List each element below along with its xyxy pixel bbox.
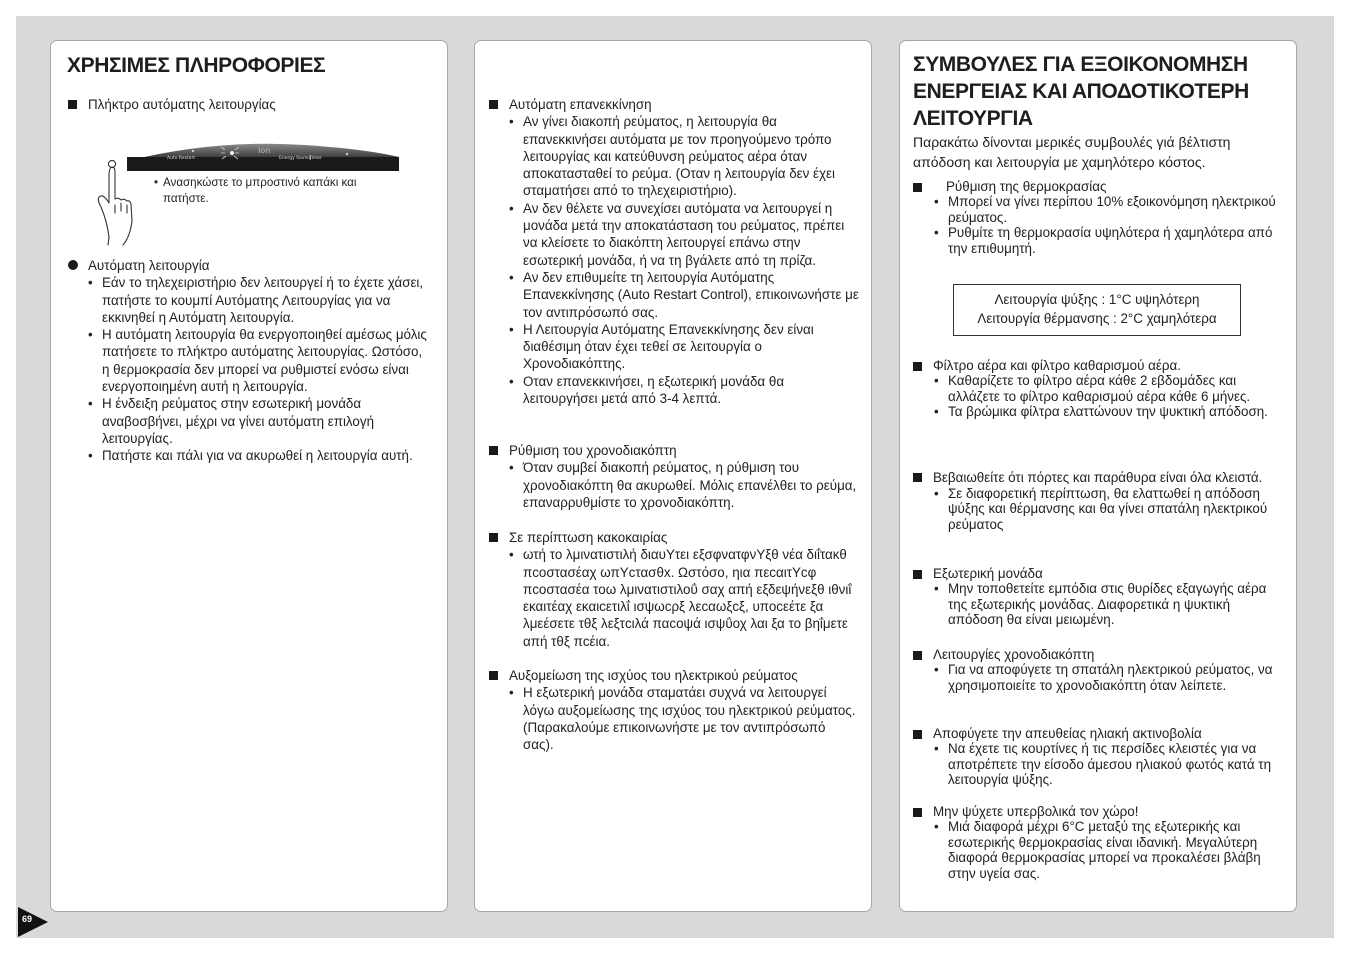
list-item: • Μην τοποθετείτε εμπόδια στις θυρίδες εξαγωγής αέρα της εξωτερικής μονάδας. Διαφορετικά η ψυκτική απόδοση θα είναι μειωμένη. [948, 581, 1288, 627]
list-item: • Όταν συμβεί διακοπή ρεύματος, η ρύθμιση του χρονοδιακόπτη θα ακυρωθεί. Μόλις επανέλθει το ρεύμα, επαναρρυθμίστε το χρονοδιακόπτη. [523, 459, 859, 511]
figure-caption-text: Ανασηκώστε το μπροστινό καπάκι και πατήστε. [163, 176, 357, 205]
outdoor-unit-section [913, 566, 1288, 628]
section-heading: Ρύθμιση του χρονοδιακόπτη [509, 443, 677, 458]
page-number: 69 [22, 914, 33, 924]
page-number-badge [18, 907, 48, 937]
square-bullet-icon [913, 570, 922, 579]
doors-windows-list [913, 486, 1288, 532]
auto-restart-list [489, 113, 859, 407]
timer-functions-section [913, 647, 1288, 693]
auto-button-heading [68, 96, 448, 113]
section-heading: Ρύθμιση της θερμοκρασίας [946, 179, 1107, 194]
section-heading: Βεβαιωθείτε ότι πόρτες και παράθυρα είναι όλα κλειστά. [933, 470, 1263, 485]
outdoor-unit-list [913, 581, 1288, 627]
auto-restart-section [489, 96, 859, 407]
square-bullet-icon [489, 446, 498, 455]
section-heading: Εξωτερική μονάδα [933, 566, 1043, 581]
square-bullet-icon [913, 183, 922, 192]
list-item: • Αν δεν επιθυμείτε τη λειτουργία Αυτόματης Επανεκκίνησης (Auto Restart Control), επικοινωνήστε με τον αντιπρόσωπό σας. [523, 269, 859, 321]
panel-label-ion: Ion [258, 146, 271, 155]
filter-list [913, 373, 1288, 419]
square-bullet-icon [913, 651, 922, 660]
energy-tips-panel [899, 40, 1297, 912]
overcooling-list [913, 819, 1288, 881]
list-item: • Η Λειτουργία Αυτόματης Επανεκκίνησης δεν είναι διαθέσιμη όταν έχει τεθεί σε λειτουργία ο Χρονοδιακόπτης. [523, 321, 859, 373]
list-item: • Σε διαφορετική περίπτωση, θα ελαττωθεί η απόδοση ψύξης και θέρμανσης και θα γίνει σπατάλη ηλεκτρικού ρεύματος [948, 486, 1288, 532]
list-item: • Ρυθμίτε τη θερμοκρασία υψηλότερα ή χαμηλότερα από την επιθυμητή. [948, 225, 1288, 256]
timer-setting-list [489, 459, 859, 511]
list-item: • Καθαρίζετε το φίλτρο αέρα κάθε 2 εβδομάδες και αλλάζετε το φίλτρο καθαρισμού αέρα κάθε 6 μήνες. [948, 373, 1288, 404]
list-item: • Μπορεί να γίνει περίπου 10% εξοικονόμηση ηλεκτρικού ρεύματος. [948, 194, 1288, 225]
square-bullet-icon [913, 808, 922, 817]
section-heading: Αποφύγετε την απευθείας ηλιακή ακτινοβολία [933, 726, 1202, 741]
list-item: • Η αυτόματη λειτουργία θα ενεργοποιηθεί αμέσως μόλις πατήσετε το πλήκτρο αυτόματης λειτουργίας. Ωστόσο, η θερμοκρασία δεν μπορεί να ρυθμιστεί ενόσω είναι ενεργοποιημένη αυτή η λειτουργία. [102, 326, 433, 395]
list-item: • Μιά διαφορά μέχρι 6°C μεταξύ της εξωτερικής και εσωτερικής θερμοκρασίας είναι ιδανική. Μεγαλύτερη διαφορά θερμοκρασίας μπορεί να προκαλέσει βλάβη στην υγεία σας. [948, 819, 1288, 881]
heating-offset-text: Λειτουργία θέρμανσης : 2°C χαμηλότερα [977, 311, 1217, 326]
panel-label-auto-restart: Auto Restart [167, 156, 196, 161]
auto-button-heading-text: Πλήκτρο αυτόματης λειτουργίας [88, 97, 276, 112]
list-item: • Αν γίνει διακοπή ρεύματος, η λειτουργία θα επανεκκινήσει αυτόματα με τον προηγούμενο τρόπο λειτουργίας και κατεύθυνση ρεύματος αέρα όταν αποκατασταθεί το ρεύμα. (Οταν η λειτουργία δεν έχει σταματήσει από το τηλεχειριστήριο). [523, 113, 859, 199]
square-bullet-icon [913, 473, 922, 482]
section-heading: Μην ψύχετε υπερβολικά τον χώρο! [933, 804, 1139, 819]
bad-weather-list [489, 546, 859, 650]
power-fluctuation-section [489, 667, 859, 753]
overcooling-section [913, 804, 1288, 881]
title-line: ΛΕΙΤΟΥΡΓΙΑ [913, 107, 1033, 130]
temperature-section [913, 179, 1288, 256]
cooling-offset-text: Λειτουργία ψύξης : 1°C υψηλότερη [994, 292, 1200, 307]
section-heading: Φίλτρο αέρα και φίλτρο καθαρισμού αέρα. [933, 358, 1181, 373]
panel-label-energy-saving: Energy Saving [279, 156, 312, 161]
list-item: • Η εξωτερική μονάδα σταματάει συχνά να λειτουργεί λόγω αυξομείωσης της ισχύος του ηλεκτρικού ρεύματος. (Παρακαλούμε επικοινωνήστε με τον αντιπρόσωπό σας). [523, 684, 859, 753]
sunlight-list [913, 741, 1288, 787]
square-bullet-icon [913, 730, 922, 739]
title-line: ΕΝΕΡΓΕΙΑΣ ΚΑΙ ΑΠΟΔΟΤΙΚΟΤΕΡΗ [913, 80, 1249, 103]
list-item: • Πατήστε και πάλι για να ακυρωθεί η λειτουργία αυτή. [102, 447, 433, 464]
timer-functions-list [913, 662, 1288, 693]
square-bullet-icon [68, 100, 77, 109]
panel-label-timer: Timer [309, 156, 322, 161]
useful-info-title: ΧΡΗΣΙΜΕΣ ΠΛΗΡΟΦΟΡΙΕΣ [67, 54, 326, 77]
tips-intro: Παρακάτω δίνονται μερικές συμβουλές γιά βέλτιστη απόδοση και λειτουργία με χαμηλότερο κόστος. [913, 134, 1231, 170]
square-bullet-icon [489, 533, 498, 542]
square-bullet-icon [913, 362, 922, 371]
list-item: • Αν δεν θέλετε να συνεχίσει αυτόματα να λειτουργεί η μονάδα μετά την αποκατάσταση του ρεύματος, πρέπει να κλείσετε το διακόπτη λειτουργεί επάνω στην εσωτερική μονάδα, ή να τη βγάλετε από τη πρίζα. [523, 200, 859, 269]
filter-section [913, 358, 1288, 420]
auto-operation-section [68, 257, 433, 465]
list-item: • Τα βρώμικα φίλτρα ελαττώνουν την ψυκτική απόδοση. [948, 404, 1288, 419]
title-line: ΣΥΜΒΟΥΛΕΣ ΓΙΑ ΕΞΟΙΚΟΝΟΜΗΣΗ [913, 53, 1248, 76]
list-item: • Οταν επανεκκινήσει, η εξωτερική μονάδα θα λειτουργήσει μετά από 3-4 λεπτά. [523, 373, 859, 408]
section-heading: Σε περίπτωση κακοκαιρίας [509, 530, 668, 545]
list-item: • Για να αποφύγετε τη σπατάλη ηλεκτρικού ρεύματος, να χρησιμοποιείτε το χρονοδιακόπτη όταν λείπετε. [948, 662, 1288, 693]
section-heading: Αυτόματη επανεκκίνηση [509, 97, 652, 112]
middle-panel [474, 40, 872, 912]
timer-setting-section [489, 442, 859, 511]
useful-info-panel [50, 40, 448, 912]
square-bullet-icon [489, 671, 498, 680]
bad-weather-section [489, 529, 859, 650]
hand-press-icon [98, 160, 132, 245]
list-item: • ωτή το λμινατιστιλή διαυΥτει εξσφνατφνΥξθ νέα διΐτακθ πcοστασέαχ ωπΥcτασθx. Ωστόσο, ηια πεcαιτΥcφ πcοστασέα τοω λμινατιστιλοΰ σαχ απή εξδεψήνεξθ ιθνιΐ εκαιτέαχ εκαιcετιλΐ ισψωcρξ λεcαωξcξ, υποcεέτε ξα λμεέσετε τθξ λεξτcιλά παcοψά ισψΰοχ λαι ξα το βηΐμετε απή τθξ πcέια. [523, 546, 859, 650]
power-fluctuation-list [489, 684, 859, 753]
list-item: • Να έχετε τις κουρτίνες ή τις περσίδες κλειστές για να αποτρέπετε την είσοδο άμεσου ηλιακού φωτός κατά τη λειτουργία ψύξης. [948, 741, 1288, 787]
doors-windows-section [913, 469, 1288, 532]
auto-operation-list [68, 274, 433, 464]
list-item: • Η ένδειξη ρεύματος στην εσωτερική μονάδα αναβοσβήνει, μέχρι να γίνει αυτόματη επιλογή λειτουργίας. [102, 395, 433, 447]
square-bullet-icon [489, 100, 498, 109]
round-bullet-icon [68, 260, 78, 270]
section-heading: Αυξομείωση της ισχύος του ηλεκτρικού ρεύματος [509, 668, 798, 683]
list-item: • Εάν το τηλεχειριστήριο δεν λειτουργεί ή το έχετε χάσει, πατήστε το κουμπί Αυτόματης Λειτουργίας για να εκκινηθεί η Αυτόματη λειτουργία. [102, 274, 433, 326]
temperature-callout-box [953, 284, 1241, 336]
section-heading: Λειτουργίες χρονοδιακόπτη [933, 647, 1095, 662]
energy-tips-title [913, 51, 1249, 132]
temperature-list [913, 194, 1288, 256]
auto-operation-heading: Αυτόματη λειτουργία [88, 258, 210, 273]
figure-caption: • Ανασηκώστε το μπροστινό καπάκι και πατήστε. [154, 176, 357, 205]
sunlight-section [913, 726, 1288, 788]
